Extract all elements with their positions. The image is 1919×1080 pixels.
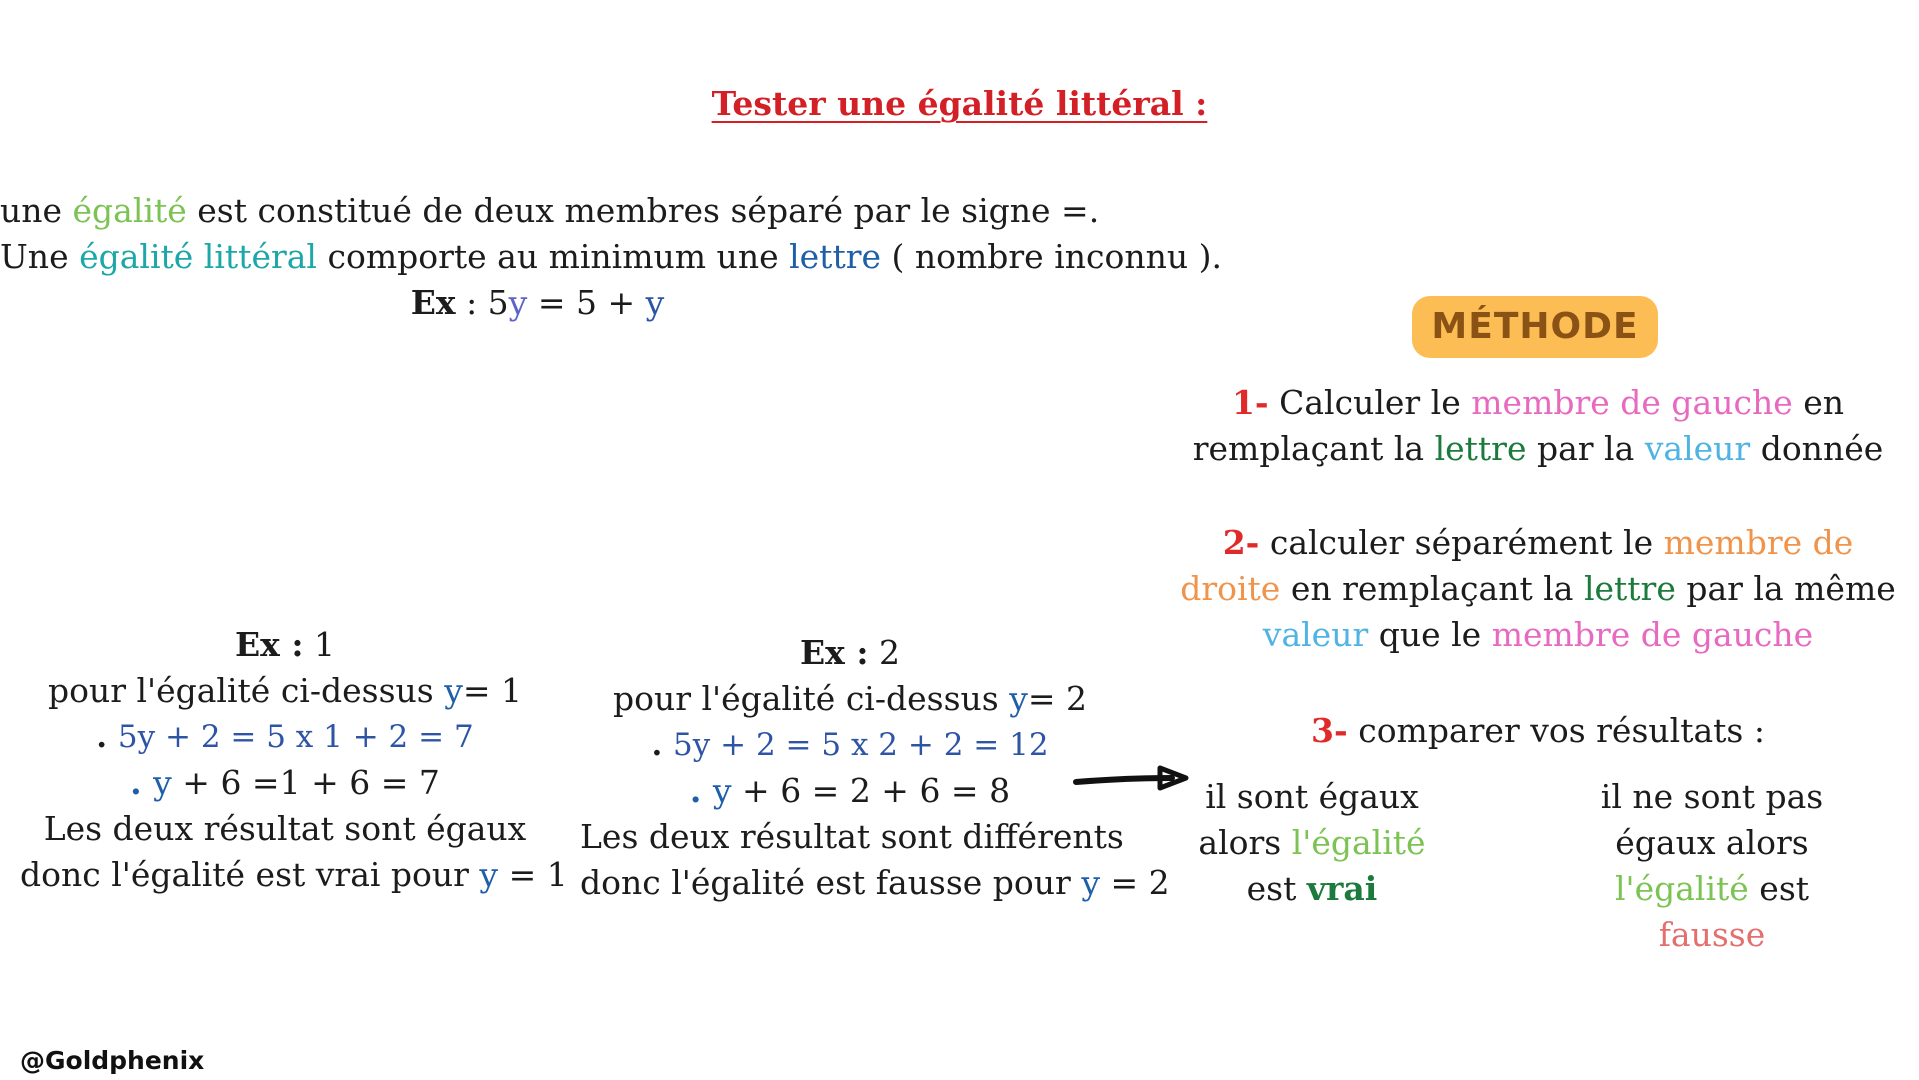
example-1: [20, 622, 568, 898]
keyword-egalite: l'égalité: [1291, 823, 1426, 862]
example-1-line-4: Les deux résultat sont égaux: [43, 809, 527, 848]
outcome-text: il ne sont pas égaux alors: [1600, 777, 1824, 862]
step-text: par la: [1526, 429, 1645, 468]
keyword-valeur: valeur: [1644, 429, 1751, 468]
intro-keyword-lettre: lettre: [789, 237, 882, 276]
example-text: donc l'égalité est fausse pour: [580, 863, 1082, 902]
example-var: y: [479, 855, 499, 894]
method-step-2: [1168, 520, 1908, 658]
step-number: 1-: [1231, 383, 1269, 422]
intro-example-eq: = 5 +: [527, 283, 646, 322]
example-var: y: [1081, 863, 1100, 902]
example-2: [580, 630, 1170, 906]
intro-line-1-text: une: [0, 191, 73, 230]
example-var: 5y: [673, 727, 711, 763]
example-var: y: [712, 771, 732, 810]
example-label: Ex :: [235, 625, 304, 664]
intro-line-2-text: Une: [0, 237, 80, 276]
intro-example-label: Ex: [410, 283, 456, 322]
example-2-calc-left: [580, 722, 1120, 768]
bullet-dot: .: [130, 763, 154, 802]
example-2-line-4: Les deux résultat sont différents: [580, 817, 1124, 856]
intro-keyword-egalite: égalité: [72, 191, 187, 230]
arrow-right-icon: [1072, 760, 1192, 800]
intro-line-2: [0, 234, 1222, 280]
example-text: pour l'égalité ci-dessus: [612, 679, 1010, 718]
step-text: calculer séparément le: [1259, 523, 1664, 562]
intro-line-2-text-mid: comporte au minimum une: [316, 237, 790, 276]
example-2-header: [580, 630, 1120, 676]
example-2-calc-right: [580, 768, 1120, 814]
intro-example: [0, 280, 1075, 326]
example-calc: + 6 = 2 + 6 = 8: [731, 771, 1011, 810]
step-text: comparer vos résultats :: [1347, 711, 1765, 750]
example-2-line-5: [580, 860, 1170, 906]
author-signature: @Goldphenix: [20, 1046, 205, 1075]
keyword-valeur: valeur: [1262, 615, 1369, 654]
example-calc: + 2 = 5 x 1 + 2 = 7: [155, 719, 474, 755]
example-var: y: [153, 763, 172, 802]
step-text: Calculer le: [1268, 383, 1472, 422]
example-text: = 1: [462, 671, 523, 710]
example-calc: + 6 =1 + 6 = 7: [171, 763, 440, 802]
example-text: = 1: [498, 855, 568, 894]
example-text: pour l'égalité ci-dessus: [47, 671, 445, 710]
bullet-dot: .: [689, 771, 713, 810]
example-2-line-1: [580, 676, 1120, 722]
example-text: = 2: [1099, 863, 1170, 902]
example-1-line-5: [20, 852, 568, 898]
example-number: 2: [868, 633, 900, 672]
outcome-text: est: [1748, 869, 1810, 908]
keyword-lettre: lettre: [1583, 569, 1676, 608]
method-step-3: [1168, 708, 1908, 754]
outcome-not-equal: [1582, 774, 1842, 958]
example-text: = 2: [1027, 679, 1088, 718]
step-text: en remplaçant la: [1280, 569, 1584, 608]
intro-example-var: y: [508, 283, 528, 322]
keyword-lettre: lettre: [1434, 429, 1527, 468]
page-title: Tester une égalité littéral :: [711, 84, 1208, 123]
keyword-fausse: fausse: [1658, 915, 1766, 954]
step-text: donnée: [1750, 429, 1884, 468]
intro-line-1-text-end: est constitué de deux membres séparé par le signe =.: [186, 191, 1100, 230]
intro-line-2-text-end: ( nombre inconnu ).: [881, 237, 1222, 276]
intro-example-var: y: [645, 283, 665, 322]
step-number: 2-: [1222, 523, 1260, 562]
outcome-equal: [1182, 774, 1442, 912]
example-number: 1: [303, 625, 335, 664]
example-1-header: [20, 622, 550, 668]
keyword-membre-gauche: membre de gauche: [1491, 615, 1814, 654]
example-text: donc l'égalité est vrai pour: [20, 855, 480, 894]
example-var: 5y: [117, 719, 156, 755]
keyword-egalite: l'égalité: [1614, 869, 1749, 908]
method-step-1: [1168, 380, 1908, 472]
methode-badge: MÉTHODE: [1412, 296, 1658, 358]
keyword-membre-gauche: membre de gauche: [1471, 383, 1793, 422]
example-1-calc-left: [20, 714, 550, 760]
step-text: que le: [1368, 615, 1492, 654]
bullet-dot: .: [651, 727, 674, 763]
example-1-line-1: [20, 668, 550, 714]
keyword-membre-droite: membre de droite: [1180, 523, 1854, 608]
example-var: y: [1009, 679, 1028, 718]
intro-block: [0, 188, 1222, 326]
step-text: en remplaçant la: [1192, 383, 1845, 468]
example-calc: + 2 = 5 x 2 + 2 = 12: [710, 727, 1049, 763]
step-number: 3-: [1311, 711, 1348, 750]
outcome-text: est: [1246, 869, 1307, 908]
outcome-text: il sont égaux alors: [1198, 777, 1419, 862]
intro-example-text: : 5: [455, 283, 509, 322]
example-label: Ex :: [800, 633, 869, 672]
keyword-vrai: vrai: [1306, 869, 1378, 908]
step-text: par la même: [1675, 569, 1896, 608]
intro-line-1: [0, 188, 1100, 234]
bullet-dot: .: [96, 719, 118, 755]
intro-keyword-egalite-litteral: égalité littéral: [79, 237, 317, 276]
example-1-calc-right: [20, 760, 550, 806]
example-var: y: [444, 671, 463, 710]
